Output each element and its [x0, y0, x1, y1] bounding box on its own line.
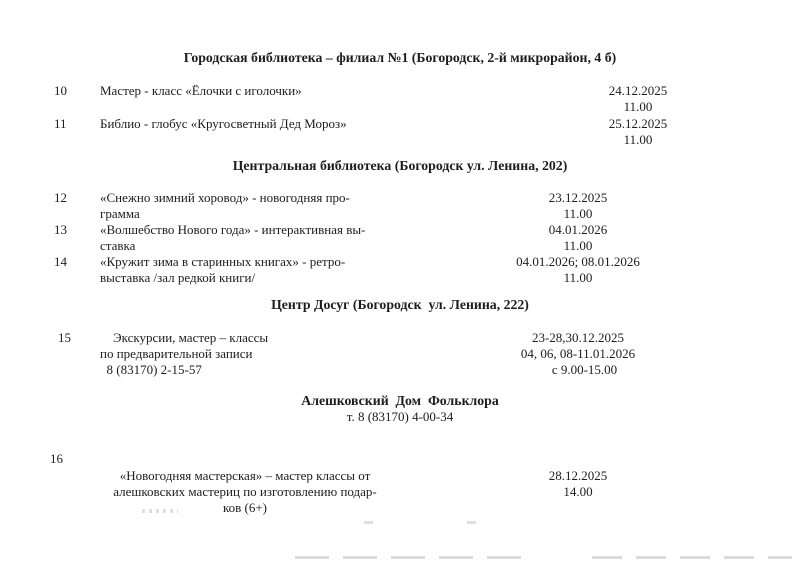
event-number: 14 — [54, 254, 67, 269]
time-line: 14.00 — [563, 484, 593, 499]
section-title-central-library: Центральная библиотека (Богородск ул. Ленина, 202) — [232, 158, 568, 173]
section-title-folklore-house: Алешковский Дом Фольклора — [301, 393, 499, 408]
time-line: 11.00 — [563, 206, 593, 221]
time-line: 11.00 — [563, 238, 593, 253]
event-dates — [458, 190, 698, 222]
event-line: ставка — [100, 238, 136, 253]
folklore-house-phone: т. 8 (83170) 4-00-34 — [346, 409, 454, 424]
event-dates — [518, 116, 758, 148]
section-title-city-library: Городская библиотека – филиал №1 (Богородск, 2-й микрорайон, 4 б) — [183, 50, 617, 65]
event-description — [100, 254, 412, 286]
event-description — [78, 468, 412, 516]
scan-artifact — [467, 521, 476, 524]
event-line: «Волшебство Нового года» - интерактивная вы- — [100, 222, 366, 237]
event-line: «Кружит зима в старинных книгах» - ретро- — [100, 254, 346, 269]
time-line: с 9.00-15.00 — [538, 362, 618, 377]
scan-artifact — [295, 556, 525, 559]
event-description — [100, 330, 412, 378]
event-number: 11 — [54, 116, 67, 131]
date-line: 04, 06, 08-11.01.2026 — [520, 346, 636, 361]
event-dates — [458, 222, 698, 254]
date-line: 23.12.2025 — [548, 190, 608, 205]
scan-artifact — [142, 509, 178, 513]
scan-artifact — [364, 521, 373, 524]
event-line: грамма — [100, 206, 140, 221]
event-description — [100, 83, 412, 99]
event-description — [100, 190, 412, 222]
event-number: 15 — [58, 330, 71, 345]
date-line: 25.12.2025 — [608, 116, 668, 131]
date-line: 28.12.2025 — [548, 468, 608, 483]
event-dates — [458, 330, 698, 378]
event-description — [100, 116, 412, 132]
event-line: Мастер - класс «Ёлочки с иголочки» — [100, 83, 302, 98]
scan-artifact — [592, 556, 792, 559]
event-line: выставка /зал редкой книги/ — [100, 270, 256, 285]
event-line: ков (6+) — [222, 500, 268, 515]
time-line: 11.00 — [563, 270, 593, 285]
event-line: «Снежно зимний хоровод» - новогодняя про- — [100, 190, 350, 205]
event-line: Библио - глобус «Кругосветный Дед Мороз» — [100, 116, 347, 131]
date-line: 04.01.2026; 08.01.2026 — [516, 254, 640, 269]
event-number: 16 — [50, 451, 63, 466]
date-line: 23-28,30.12.2025 — [531, 330, 625, 345]
section-title-leisure-center: Центр Досуг (Богородск ул. Ленина, 222) — [271, 297, 529, 312]
event-description — [100, 222, 412, 254]
event-line: алешковских мастериц по изготовлению подар- — [113, 484, 377, 499]
time-line: 11.00 — [623, 99, 653, 114]
event-number: 10 — [54, 83, 67, 98]
event-line: по предварительной записи — [100, 346, 253, 361]
event-dates — [458, 468, 698, 500]
event-dates — [458, 254, 698, 286]
event-number: 13 — [54, 222, 67, 237]
date-line: 04.01.2026 — [548, 222, 608, 237]
event-line: Экскурсии, мастер – классы — [100, 330, 269, 345]
event-number: 12 — [54, 190, 67, 205]
event-dates — [518, 83, 758, 115]
phone-line: 8 (83170) 2-15-57 — [100, 362, 202, 377]
date-line: 24.12.2025 — [608, 83, 668, 98]
event-line: «Новогодняя мастерская» – мастер классы от — [119, 468, 371, 483]
time-line: 11.00 — [623, 132, 653, 147]
